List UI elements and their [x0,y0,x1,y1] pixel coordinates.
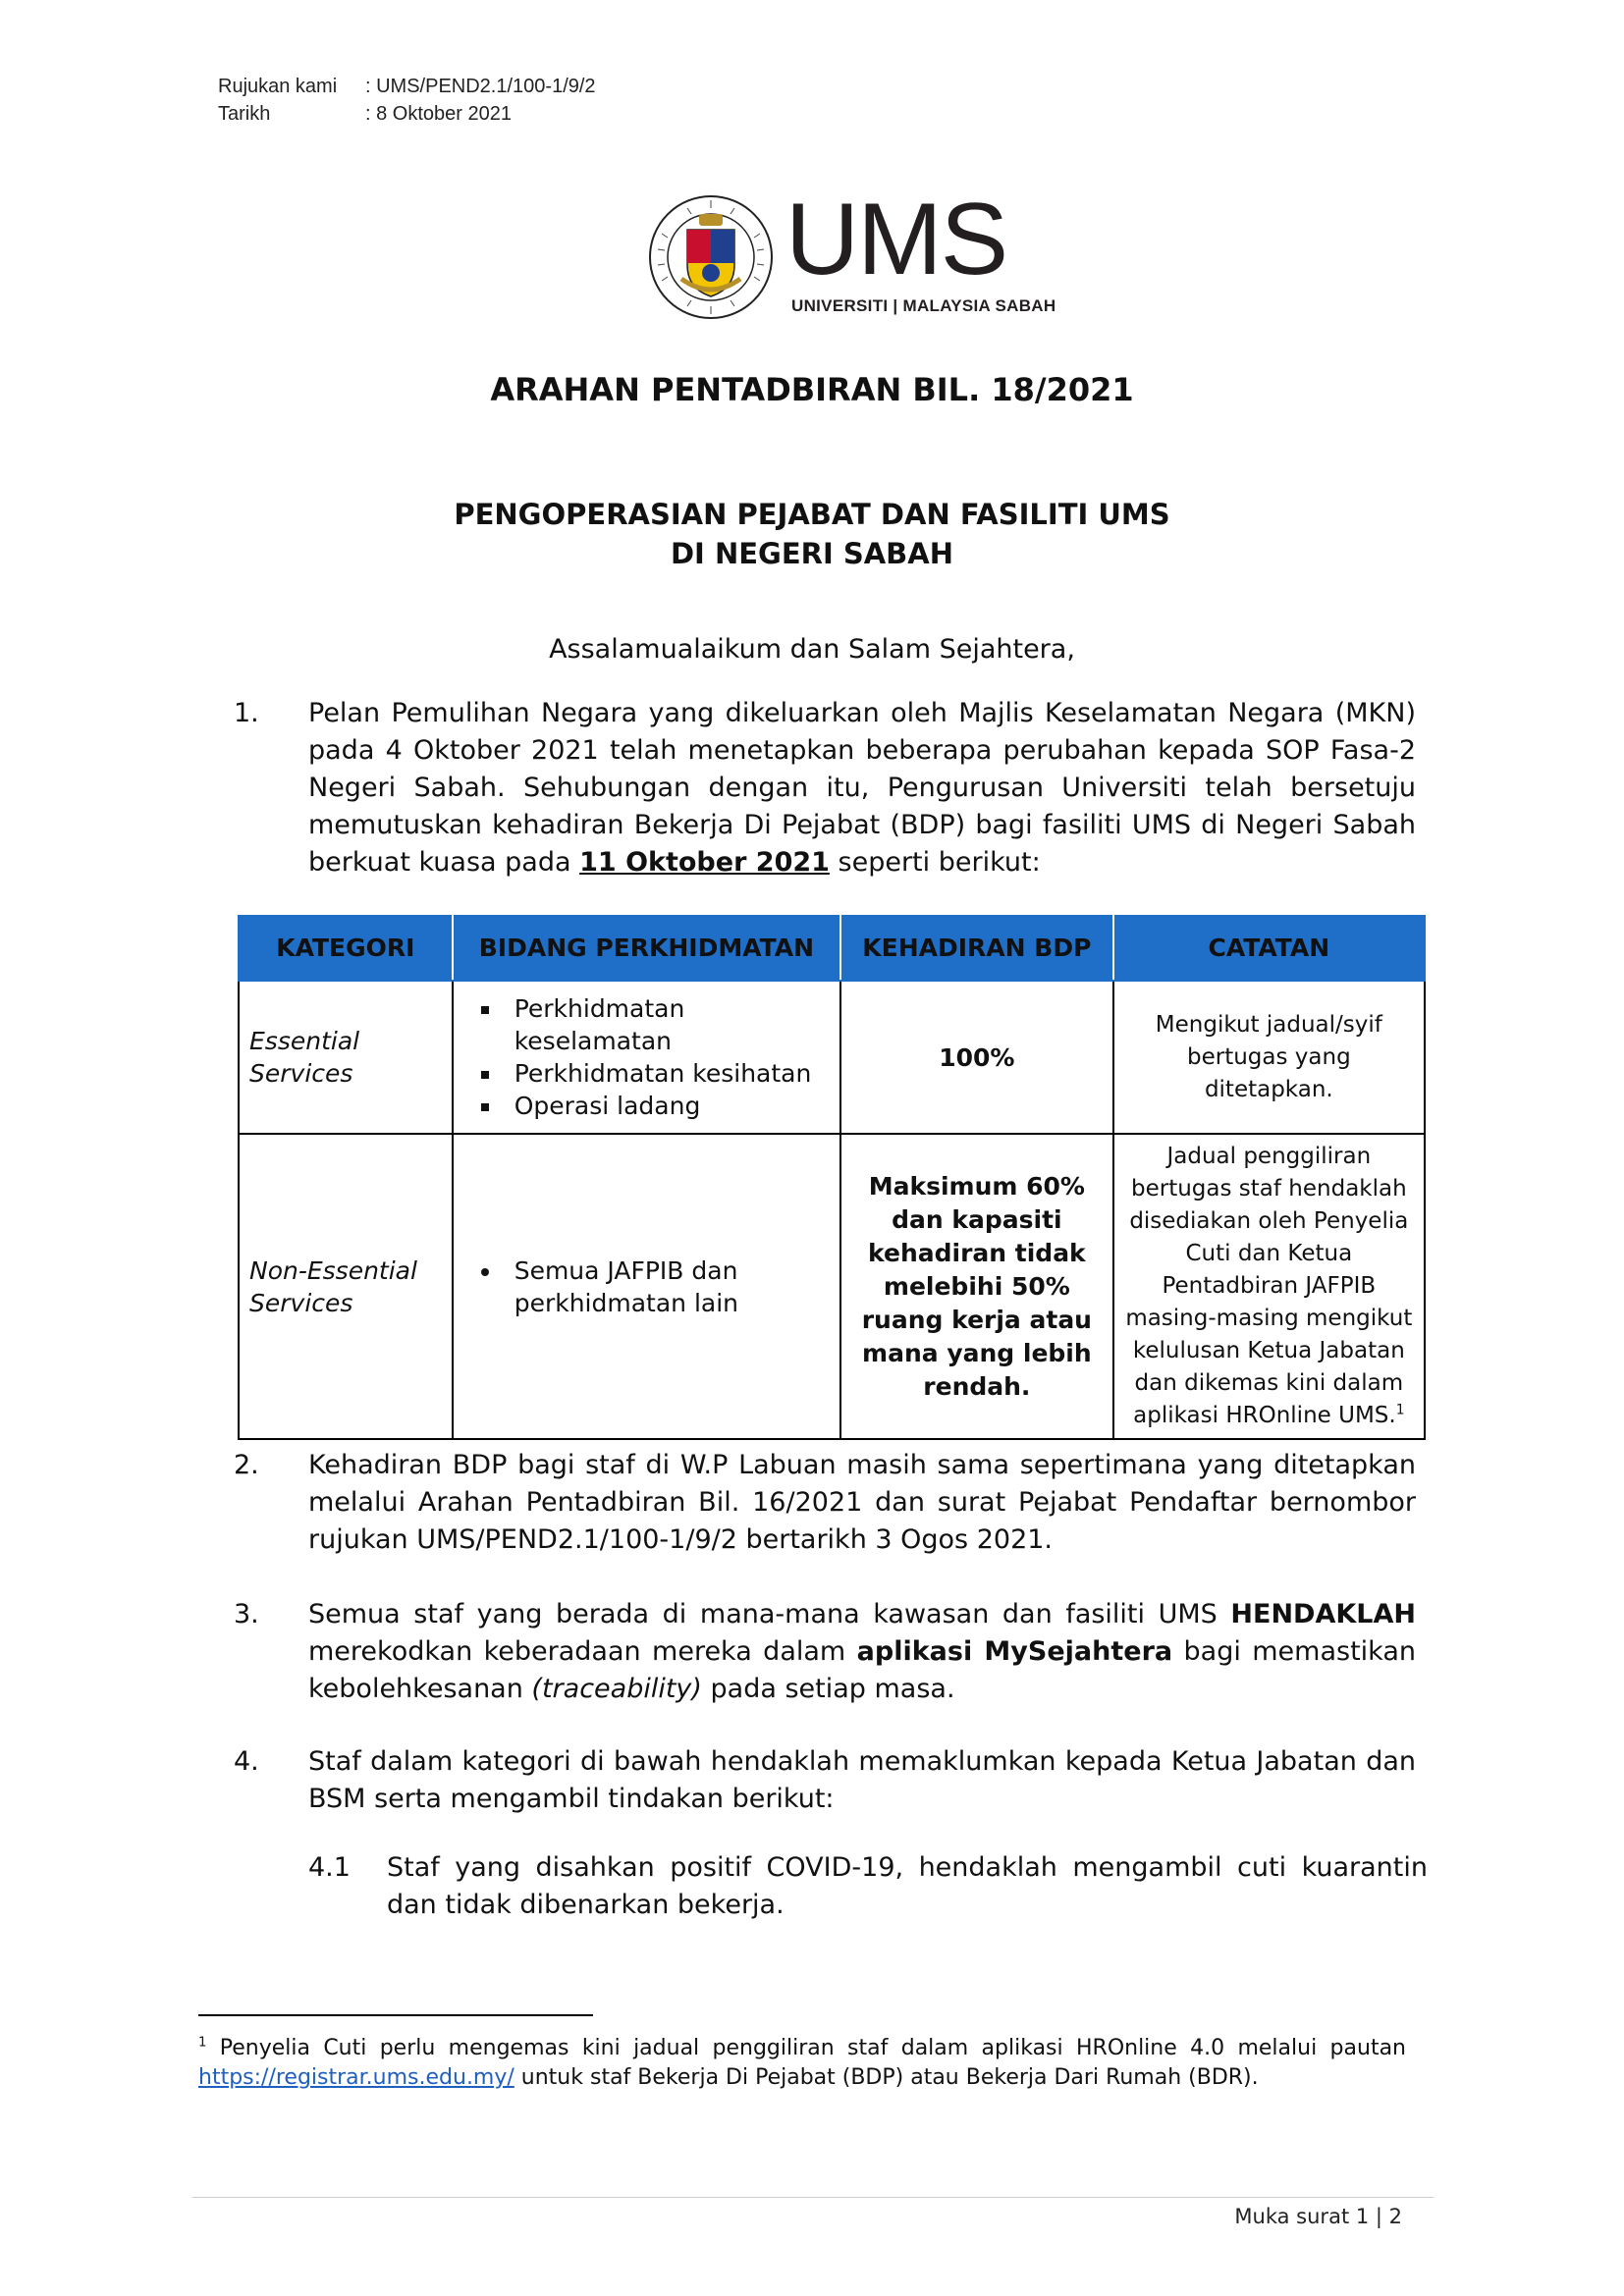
paragraph-text-part: Pelan Pemulihan Negara yang dikeluarkan oleh Majlis Keselamatan Negara (MKN) pada 4 Oktober 2021 telah menetapkan beberapa perubahan kepada SOP Fasa-2 Negeri Sabah. Sehubungan dengan itu, Pengurusan Universiti telah bersetuju memutuskan kehadiran Bekerja Di Pejabat (BDP) bagi fasiliti UMS di Negeri Sabah berkuat kuasa pada [308,698,1416,878]
footnote-ref[interactable]: 1 [1395,1402,1405,1418]
services-cell [453,981,840,1134]
attendance-cell: 100% [840,981,1113,1134]
tarikh-value: : 8 Oktober 2021 [365,103,512,125]
paragraph-text: Staf yang disahkan positif COVID-19, hendaklah mengambil cuti kuarantin dan tidak dibenarkan bekerja. [387,1852,1428,1920]
footnote-marker: 1 [198,2035,207,2051]
document-subtitle [0,495,1624,573]
header-bidang: BIDANG PERKHIDMATAN [453,916,840,981]
header-catatan: CATATAN [1113,916,1425,981]
paragraph-number: 4.1 [308,1852,351,1883]
services-list [463,1255,830,1319]
table-row [239,1134,1425,1439]
paragraph-text-part: merekodkan keberadaan mereka dalam [308,1636,857,1667]
paragraph-text [308,1596,1416,1708]
paragraph-text-part: pada setiap masa. [701,1674,955,1704]
list-item: • Semua JAFPIB dan perkhidmatan lain [503,1255,830,1319]
page-number: Muka surat 1 | 2 [1234,2205,1402,2228]
document-title: ARAHAN PENTADBIRAN BIL. 18/2021 [490,371,1134,408]
paragraph-text-part: Semua staf yang berada di mana-mana kawasan dan fasiliti UMS [308,1599,1231,1629]
paragraph-number: 1. [234,698,259,728]
attendance-cell: Maksimum 60% dan kapasiti kehadiran tidak melebihi 50% ruang kerja atau mana yang lebih rendah. [840,1134,1113,1439]
rujukan-label: Rujukan kami [218,76,338,97]
effective-date: 11 Oktober 2021 [579,847,830,878]
list-item: ▪ Perkhidmatan kesihatan [503,1057,830,1090]
header-kehadiran: KEHADIRAN BDP [840,916,1113,981]
footer-divider [192,2197,1434,2198]
services-cell [453,1134,840,1439]
paragraph-text-part: seperti berikut: [829,847,1041,878]
ums-wordmark: UMS [785,183,1007,296]
greeting: Assalamualaikum dan Salam Sejahtera, [549,634,1075,665]
note-cell [1113,1134,1425,1439]
rujukan-value: : UMS/PEND2.1/100-1/9/2 [365,76,596,97]
paragraph-text: Kehadiran BDP bagi staf di W.P Labuan masih sama sepertimana yang ditetapkan melalui Arahan Pentadbiran Bil. 16/2021 dan surat Pejabat Pendaftar bernombor rujukan UMS/PEND2.1/100-1/9/2 bertarikh 3 Ogos 2021. [308,1450,1416,1555]
paragraph-text [308,695,1416,881]
footnote-divider [198,2014,593,2016]
footnote [198,2034,1406,2093]
subtitle-line-1: PENGOPERASIAN PEJABAT DAN FASILITI UMS [454,498,1170,531]
ums-logo [648,183,1056,322]
paragraph-number: 4. [234,1746,259,1777]
reference-block [218,73,596,128]
services-list [463,992,830,1122]
tarikh-label: Tarikh [218,103,271,125]
paragraph-number: 2. [234,1450,259,1480]
table-row [239,981,1425,1134]
note-cell: Mengikut jadual/syif bertugas yang ditetapkan. [1113,981,1425,1134]
emphasis-mysejahtera: aplikasi MySejahtera [856,1636,1173,1667]
paragraph-text-part: bagi memastikan kebolehkesanan [308,1636,1416,1704]
university-name: UNIVERSITI | MALAYSIA SABAH [791,296,1056,315]
footnote-text: untuk staf Bekerja Di Pejabat (BDP) atau Bekerja Dari Rumah (BDR). [514,2065,1259,2090]
category-cell: Essential Services [239,981,453,1134]
subtitle-line-2: DI NEGERI SABAH [670,537,954,570]
registrar-link[interactable]: https://registrar.ums.edu.my/ [198,2065,514,2090]
header-kategori: KATEGORI [239,916,453,981]
attendance-table [238,915,1426,1440]
list-item: ▪ Operasi ladang [503,1090,830,1122]
emphasis-hendaklah: HENDAKLAH [1230,1599,1416,1629]
emphasis-traceability: (traceability) [531,1674,702,1704]
category-cell: Non-Essential Services [239,1134,453,1439]
university-crest-icon [648,194,774,322]
note-text: Jadual penggiliran bertugas staf hendaklah disediakan oleh Penyelia Cuti dan Ketua Pentadbiran JAFPIB masing-masing mengikut kelulusan Ketua Jabatan dan dikemas kini dalam aplikasi HROnline UMS. [1125,1144,1413,1428]
table-header-row [239,916,1425,981]
paragraph-text: Staf dalam kategori di bawah hendaklah memaklumkan kepada Ketua Jabatan dan BSM serta mengambil tindakan berikut: [308,1746,1416,1814]
paragraph-number: 3. [234,1599,259,1629]
list-item: ▪ Perkhidmatan keselamatan [503,992,830,1057]
footnote-text: Penyelia Cuti perlu mengemas kini jadual penggiliran staf dalam aplikasi HROnline 4.0 melalui pautan [219,2036,1406,2060]
